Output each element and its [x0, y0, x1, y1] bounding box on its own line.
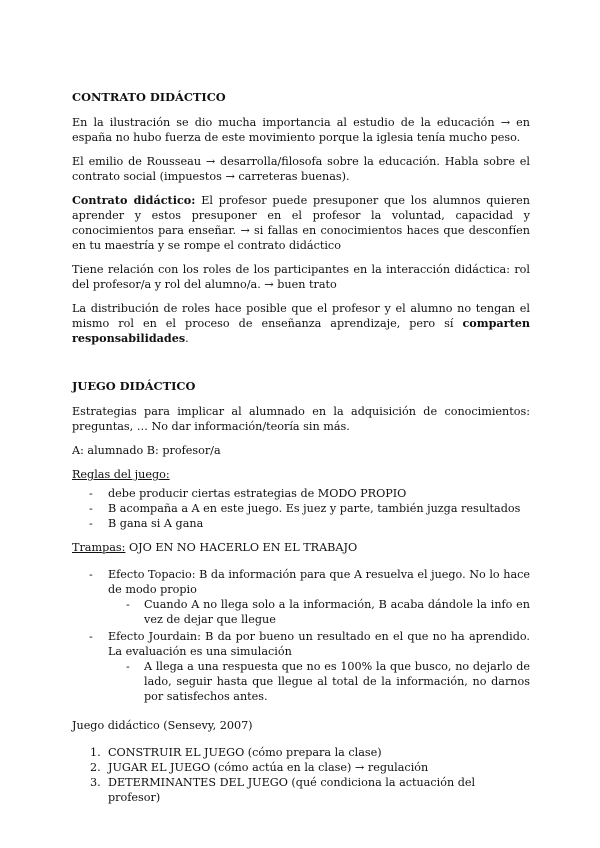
paragraph-roles-ab: A: alumnado B: profesor/a [72, 444, 221, 457]
contrato-label: Contrato didáctico: [72, 193, 196, 207]
list-item [72, 567, 530, 627]
step-text: JUGAR EL JUEGO (cómo actúa en la clase) → regulación [108, 761, 429, 774]
document-page [72, 90, 530, 805]
paragraph-contrato-definicion [72, 193, 530, 253]
list-item [72, 775, 530, 805]
steps-list [72, 745, 530, 805]
list-item [72, 745, 530, 760]
trampas-title-row [72, 540, 530, 555]
list-item: - B gana si A gana [72, 516, 530, 531]
paragraph-sensevy: Juego didáctico (Sensevy, 2007) [72, 719, 253, 732]
list-item: - B acompaña a A en este juego. Es juez y parte, también juzga resultados [72, 501, 530, 516]
trampas-title: Trampas: [72, 541, 126, 554]
paragraph-ilustracion: En la ilustración se dio mucha importancia al estudio de la educación → en españa no hubo fuerza de este movimiento porque la iglesia tenía mucho peso. [72, 116, 530, 144]
sub-list-item: - Cuando A no llega solo a la información, B acaba dándole la info en vez de dejar que llegue [108, 597, 530, 627]
reglas-title-row [72, 467, 530, 482]
trampas-list [72, 567, 530, 704]
distribucion-end: . [185, 332, 189, 345]
responsabilidades-bold: comparten responsabilidades [72, 316, 530, 345]
section-title-juego: JUEGO DIDÁCTICO [72, 379, 196, 393]
step-text: CONSTRUIR EL JUEGO (cómo prepara la clase) [108, 746, 382, 759]
step-text: DETERMINANTES DEL JUEGO (qué condiciona la actuación del profesor) [108, 776, 476, 804]
step-number: 3. [90, 776, 101, 789]
paragraph-roles: Tiene relación con los roles de los participantes en la interacción didáctica: rol del profesor/a y rol del alumno/a. → buen trato [72, 263, 530, 291]
paragraph-estrategias: Estrategias para implicar al alumnado en la adquisición de conocimientos: preguntas, … No dar información/teoría sin más. [72, 405, 530, 433]
efecto-jourdain: Efecto Jourdain: B da por bueno un resultado en el que no ha aprendido. La evaluación es una simulación [108, 630, 530, 658]
section-title-contrato: CONTRATO DIDÁCTICO [72, 90, 226, 104]
distribucion-text: La distribución de roles hace posible que el profesor y el alumno no tengan el mismo rol en el proceso de enseñanza aprendizaje, pero sí [72, 302, 530, 330]
step-number: 1. [90, 746, 101, 759]
list-item [72, 760, 530, 775]
sub-list [108, 597, 530, 627]
efecto-topacio: Efecto Topacio: B da información para que A resuelva el juego. No lo hace de modo propio [108, 568, 530, 596]
contrato-text: El profesor puede presuponer que los alumnos quieren aprender y estos presuponer en el profesor la voluntad, capacidad y conocimientos para enseñar. → si fallas en conocimientos haces que desconfíen en tu maestría y se rompe el contrato didáctico [72, 194, 530, 252]
trampas-text: OJO EN NO HACERLO EN EL TRABAJO [125, 541, 358, 554]
paragraph-distribucion-roles [72, 301, 530, 346]
reglas-list [72, 486, 530, 531]
reglas-title: Reglas del juego: [72, 468, 170, 481]
sub-list-item: - A llega a una respuesta que no es 100% la que busco, no dejarlo de lado, seguir hasta que llegue al total de la información, no darnos por satisfechos antes. [108, 659, 530, 704]
list-item: - debe producir ciertas estrategias de MODO PROPIO [72, 486, 530, 501]
sub-list [108, 659, 530, 704]
paragraph-rousseau: El emilio de Rousseau → desarrolla/filosofa sobre la educación. Habla sobre el contrato social (impuestos → carreteras buenas). [72, 155, 530, 183]
list-item [72, 629, 530, 704]
step-number: 2. [90, 761, 101, 774]
